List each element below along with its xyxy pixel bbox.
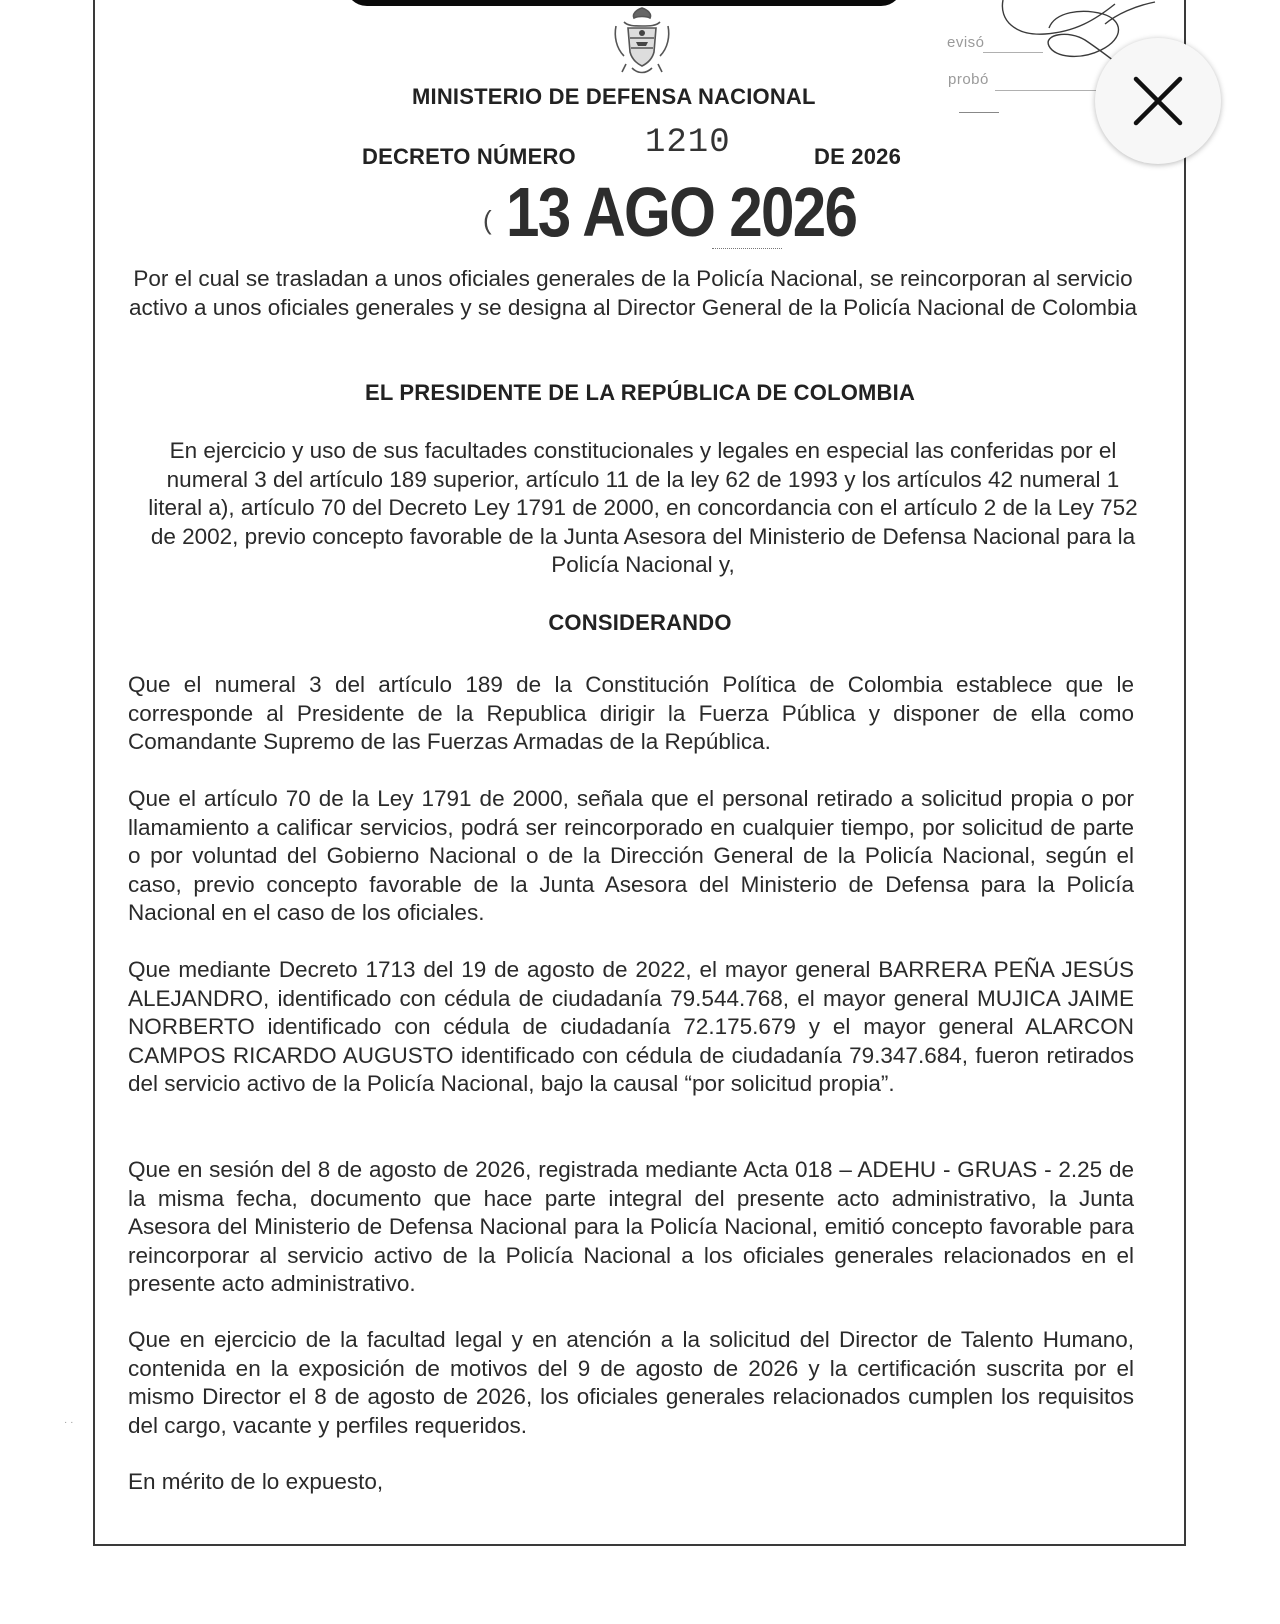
close-icon — [1132, 75, 1184, 127]
date-stamp: 13 AGO 2026 — [506, 173, 857, 251]
close-button[interactable] — [1095, 38, 1221, 164]
powers-paragraph: En ejercicio y uso de sus facultades constitucionales y legales en especial las conferidas por el numeral 3 del artículo 189 superior, artículo 11 de la ley 62 de 1993 y los artículos 42 numeral 1 literal a), artículo 70 del Decreto Ley 1791 de 2000, en concordancia con el artículo 2 de la Ley 752 de 2002, previo concepto favorable de la Junta Asesora del Ministerio de Defensa Nacional para la Policía Nacional y, — [148, 438, 1138, 577]
ministry-title: MINISTERIO DE DEFENSA NACIONAL — [412, 84, 816, 109]
aprobo-line — [995, 90, 1105, 91]
reviso-label: evisó — [947, 34, 985, 51]
closing-paragraph: En mérito de lo expuesto, — [128, 1469, 384, 1494]
paragraph: Que el artículo 70 de la Ley 1791 de 2000, señala que el personal retirado a solicitud propia o por llamamiento a calificar servicios, podrá ser reincorporado en cualquier tiempo, por solicitud de parte o por voluntad del Gobierno Nacional o de la Dirección General de la Policía Nacional, según el caso, previo concepto favorable de la Junta Asesora del Ministerio de Defensa para la Policía Nacional en el caso de los oficiales. — [128, 786, 1134, 925]
paragraph: Que en sesión del 8 de agosto de 2026, registrada mediante Acta 018 – ADEHU - GRUAS - 2.25 de la misma fecha, documento que hace parte integral del presente acto administrativo, la Junta Asesora del Ministerio de Defensa Nacional para la Policía Nacional, emitió concepto favorable para reincorporar al servicio activo de la Policía Nacional a los oficiales generales relacionados en el presente acto administrativo. — [128, 1157, 1134, 1296]
decree-label: DECRETO NÚMERO — [362, 144, 576, 169]
date-paren: ( — [483, 205, 492, 235]
paragraph: Que el numeral 3 del artículo 189 de la Constitución Política de Colombia establece que le corresponde al Presidente de la Republica dirigir la Fuerza Pública y disponer de ella como Comandante Supremo de las Fuerzas Armadas de la República. — [128, 672, 1134, 754]
president-heading: EL PRESIDENTE DE LA REPÚBLICA DE COLOMBIA — [364, 380, 916, 405]
aprobo-label: probó — [948, 71, 989, 88]
scan-artifact: · · — [64, 1417, 74, 1428]
date-stamp-underline — [712, 248, 782, 251]
decree-year: DE 2026 — [814, 144, 902, 169]
decree-number: 1210 — [645, 124, 731, 162]
coat-of-arms-icon — [602, 4, 682, 80]
paragraph: Que en ejercicio de la facultad legal y en atención a la solicitud del Director de Talento Humano, contenida en la exposición de motivos del 9 de agosto de 2026 y la certificación suscrita por el mismo Director el 8 de agosto de 2026, los oficiales generales relacionados cumplen los requisitos del cargo, vacante y perfiles requeridos. — [128, 1327, 1134, 1438]
paragraph: Que mediante Decreto 1713 del 19 de agosto de 2022, el mayor general BARRERA PEÑA JESÚS ALEJANDRO, identificado con cédula de ciudadanía 79.544.768, el mayor general MUJICA JAIME NORBERTO identificado con cédula de ciudadanía 72.175.679 y el mayor general ALARCON CAMPOS RICARDO AUGUSTO identificado con cédula de ciudadanía 79.347.684, fueron retirados del servicio activo de la Policía Nacional, bajo la causal “por solicitud propia”. — [128, 957, 1134, 1096]
initial-mark — [959, 112, 999, 113]
considerando-heading: CONSIDERANDO — [548, 610, 732, 635]
decree-subtitle: Por el cual se trasladan a unos oficiales generales de la Policía Nacional, se reincorporan al servicio activo a unos oficiales generales y se designa al Director General de la Policía Nacional de Colombia — [128, 266, 1138, 320]
